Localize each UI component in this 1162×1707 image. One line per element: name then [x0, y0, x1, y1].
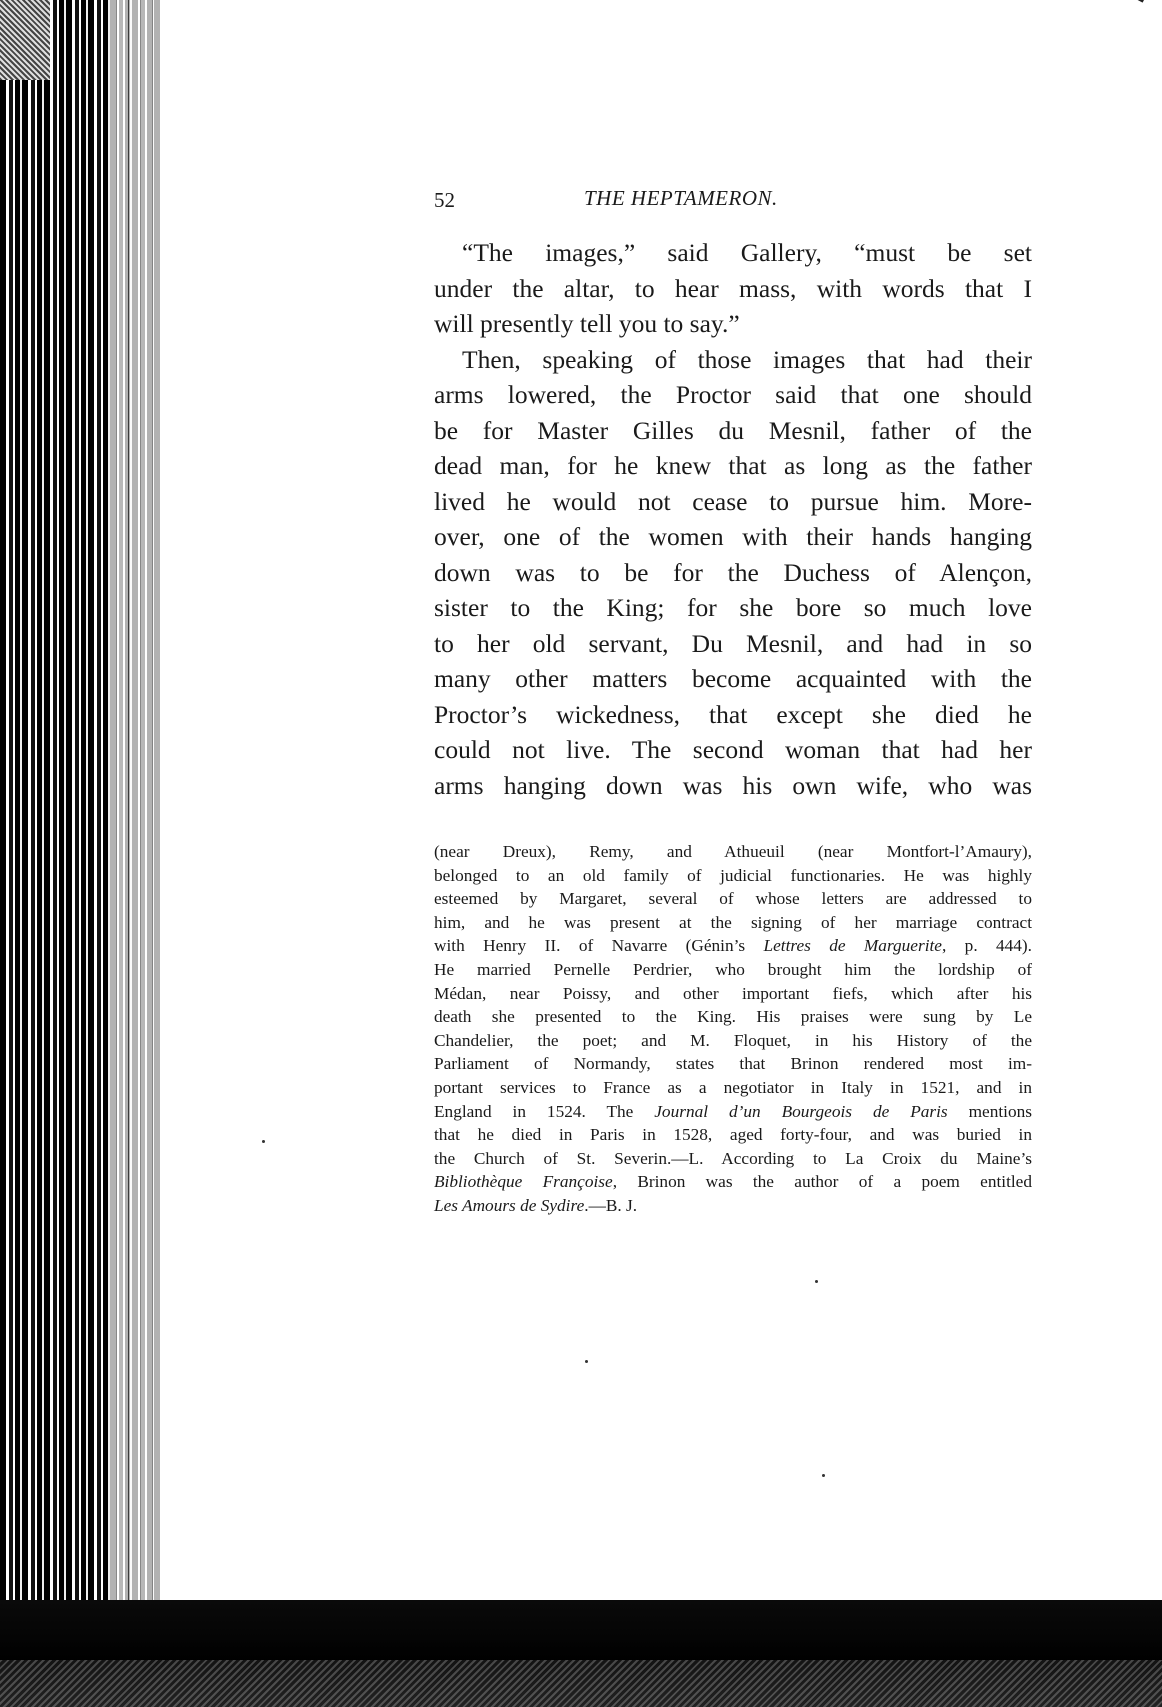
footnote-line: belonged to an old family of judicial functionaries. He was highly [434, 865, 1032, 885]
footnote-text: , p. 444). [941, 936, 1032, 956]
scan-bottom-noise [0, 1660, 1162, 1707]
footnote-line: He married Pernelle Perdrier, who brought him the lordship of [434, 959, 1032, 979]
footnote-line: Médan, near Poissy, and other important fiefs, which after his [434, 983, 1032, 1003]
scan-noise [0, 0, 50, 80]
main-text [434, 235, 1032, 803]
book-binding-shadow [110, 0, 160, 1600]
scan-speck [815, 1280, 818, 1283]
footnote-line: him, and he was present at the signing of her marriage contract [434, 912, 1032, 932]
footnote-text: , Brinon was the author of a poem entitled [612, 1172, 1032, 1192]
page-header [434, 182, 1034, 216]
footnote-line [434, 934, 1032, 958]
footnote-line: the Church of St. Severin.—L. According to La Croix du Maine’s [434, 1148, 1032, 1168]
footnote-text: with Henry II. of Navarre (Génin’s [434, 936, 764, 956]
text-line: could not live. The second woman that had her [434, 735, 1032, 764]
page-number: 52 [434, 188, 455, 212]
text-line: over, one of the women with their hands hanging [434, 522, 1032, 551]
footnote-line [434, 1100, 1032, 1124]
footnote-line [434, 1170, 1032, 1194]
scan-speck [822, 1474, 825, 1477]
footnote-title: Bibliothèque Françoise [434, 1172, 613, 1192]
running-head: THE HEPTAMERON. [584, 186, 778, 210]
text-line: dead man, for he knew that as long as the father [434, 451, 1032, 480]
text-line: arms hanging down was his own wife, who was [434, 770, 1032, 800]
footnote [434, 840, 1032, 1218]
footnote-title: Journal d’un Bourgeois de Paris [654, 1101, 948, 1121]
footnote-text: England in 1524. The [434, 1101, 655, 1121]
footnote-line: Chandelier, the poet; and M. Floquet, in his History of the [434, 1030, 1032, 1050]
footnote-line: death she presented to the King. His praises were sung by Le [434, 1007, 1032, 1027]
text-line: will presently tell you to say.” [434, 309, 740, 338]
text-line: many other matters become acquainted with the [434, 664, 1032, 693]
text-line: under the altar, to hear mass, with words that I [434, 273, 1032, 303]
footnote-text: mentions [947, 1101, 1032, 1121]
text-line: to her old servant, Du Mesnil, and had in so [434, 628, 1032, 658]
text-line: arms lowered, the Proctor said that one should [434, 380, 1032, 409]
footnote-line: (near Dreux), Remy, and Athueuil (near Montfort-l’Amaury), [434, 842, 1032, 861]
scan-speck [262, 1140, 265, 1143]
text-line: down was to be for the Duchess of Alençon, [434, 557, 1032, 587]
footnote-line: esteemed by Margaret, several of whose letters are addressed to [434, 889, 1032, 909]
footnote-title: Les Amours de Sydire [434, 1195, 585, 1215]
scan-speck [585, 1360, 588, 1363]
text-line: Then, speaking of those images that had their [462, 344, 1032, 374]
scan-corner-mark [1093, 0, 1144, 29]
footnote-title: Lettres de Marguerite [763, 936, 942, 956]
footnote-text: .—B. J. [584, 1195, 638, 1215]
footnote-line: that he died in Paris in 1528, aged forty-four, and was buried in [434, 1125, 1032, 1145]
footnote-line [434, 1194, 1032, 1218]
footnote-line: portant services to France as a negotiator in Italy in 1521, and in [434, 1077, 1032, 1097]
text-line: sister to the King; for she bore so much love [434, 593, 1032, 622]
text-line: lived he would not cease to pursue him. More- [434, 486, 1032, 516]
text-line: Proctor’s wickedness, that except she died he [434, 699, 1032, 729]
text-line: “The images,” said Gallery, “must be set [462, 238, 1032, 267]
footnote-line: Parliament of Normandy, states that Brinon rendered most im- [434, 1054, 1032, 1074]
text-line: be for Master Gilles du Mesnil, father of the [434, 415, 1032, 445]
